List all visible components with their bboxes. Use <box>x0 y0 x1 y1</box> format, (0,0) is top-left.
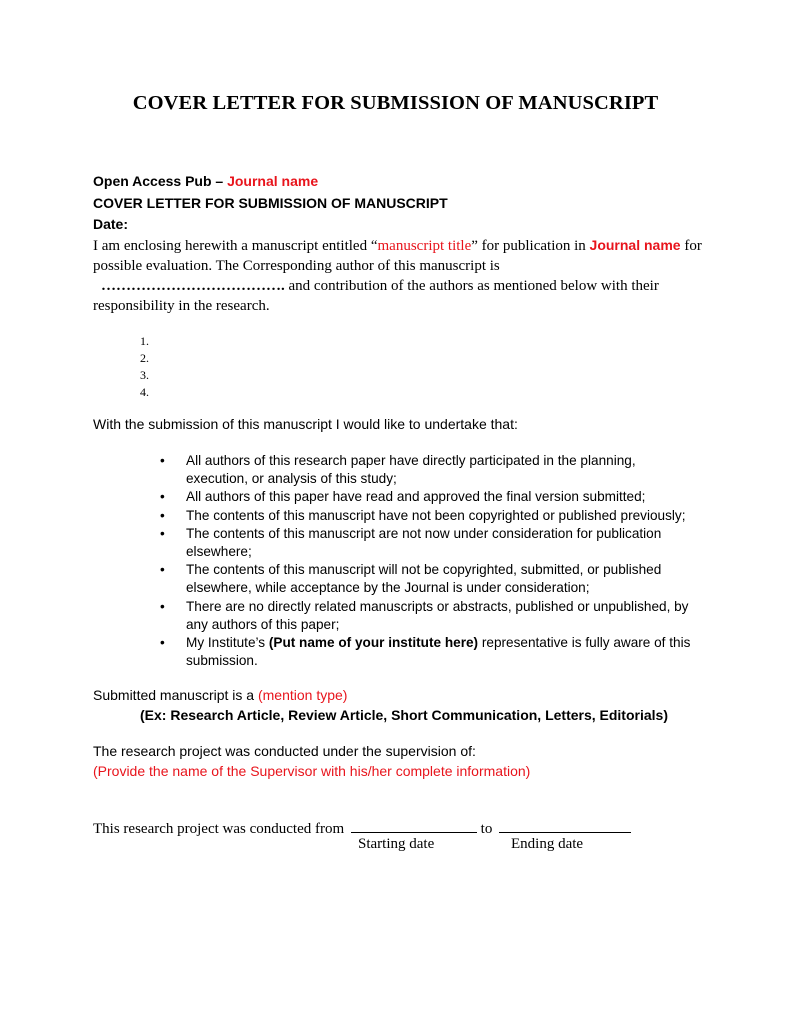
paragraph-line-3 <box>93 276 699 296</box>
paragraph-line-2: possible evaluation. The Corresponding author of this manuscript is <box>93 258 500 274</box>
letter-subtitle: COVER LETTER FOR SUBMISSION OF MANUSCRIPT <box>93 195 448 211</box>
list-item <box>160 634 720 670</box>
bullet-icon: • <box>160 489 165 505</box>
journal-name-inline: Journal name <box>589 237 681 253</box>
bullet-text: The contents of this manuscript have not been copyrighted or published previously; <box>186 507 686 523</box>
bullet-text: There are no directly related manuscripts or abstracts, published or unpublished, by <box>186 598 689 614</box>
institute-name-placeholder: (Put name of your institute here) <box>268 635 479 651</box>
list-item: 4. <box>140 385 149 399</box>
ending-date-blank <box>499 818 631 833</box>
corresponding-author-blank: ………………………………. <box>101 278 285 294</box>
undertake-intro: With the submission of this manuscript I would like to undertake that: <box>93 416 518 432</box>
list-item: 1. <box>140 334 149 348</box>
paragraph-line-4: responsibility in the research. <box>93 298 270 314</box>
bullet-text: The contents of this manuscript are not now under consideration for publication <box>186 525 662 541</box>
supervisor-placeholder: (Provide the name of the Supervisor with his/her complete information) <box>93 763 531 779</box>
bullet-icon: • <box>160 453 165 468</box>
bullet-icon: • <box>160 507 165 523</box>
bullet-text: All authors of this paper have read and approved the final version submitted; <box>186 489 646 505</box>
list-item: 2. <box>140 351 149 365</box>
bullet-text: any authors of this paper; <box>186 616 340 632</box>
list-item <box>160 598 720 634</box>
list-item <box>160 561 720 597</box>
bullet-text: elsewhere; <box>186 544 252 560</box>
bullet-text: My Institute’s <box>186 635 269 651</box>
dates-label: This research project was conducted from <box>93 821 345 837</box>
bullet-icon: • <box>160 635 165 651</box>
list-item <box>160 507 720 525</box>
list-item: 3. <box>140 368 149 382</box>
starting-date-caption: Starting date <box>358 836 435 852</box>
list-item <box>160 452 720 488</box>
supervision-label: The research project was conducted under the supervision of: <box>93 743 476 759</box>
publisher-line <box>93 173 318 189</box>
paragraph-text: for <box>680 238 702 254</box>
enclosure-paragraph <box>93 235 702 316</box>
paragraph-text: I am enclosing herewith a manuscript entitled “ <box>93 238 378 254</box>
bullet-text: All authors of this research paper have directly participated in the planning, <box>186 453 636 468</box>
submitted-label: Submitted manuscript is a <box>93 687 258 703</box>
paragraph-line-1 <box>93 235 702 256</box>
project-dates-line <box>93 818 631 838</box>
date-label: Date: <box>93 216 129 232</box>
manuscript-type-placeholder: (mention type) <box>257 687 348 703</box>
submitted-type-line <box>93 687 347 703</box>
paragraph-text: ” for publication in <box>471 238 590 254</box>
bullet-text: submission. <box>186 653 258 669</box>
ending-date-caption: Ending date <box>511 836 584 852</box>
bullet-text: representative is fully aware of this <box>478 635 691 651</box>
paragraph-text: and contribution of the authors as mentioned below with their <box>284 278 659 294</box>
bullet-text: execution, or analysis of this study; <box>186 471 397 487</box>
document-title: COVER LETTER FOR SUBMISSION OF MANUSCRIPT <box>132 92 659 114</box>
bullet-icon: • <box>160 598 165 614</box>
bullet-text: The contents of this manuscript will not be copyrighted, submitted, or published <box>186 562 662 578</box>
bullet-icon: • <box>160 525 165 541</box>
author-numbered-list <box>140 333 149 401</box>
starting-date-blank <box>351 818 477 833</box>
bullet-text: elsewhere, while acceptance by the Journal is under consideration; <box>186 580 590 596</box>
publisher-name: Open Access Pub – <box>93 173 228 189</box>
undertaking-bullet-list <box>160 452 720 670</box>
list-item <box>160 488 720 506</box>
list-item <box>160 525 720 561</box>
dates-to-label: to <box>480 821 493 837</box>
manuscript-title-placeholder: manuscript title <box>377 238 472 254</box>
journal-name-placeholder: Journal name <box>227 173 319 189</box>
manuscript-type-examples: (Ex: Research Article, Review Article, Short Communication, Letters, Editorials) <box>140 707 668 723</box>
bullet-icon: • <box>160 562 165 578</box>
